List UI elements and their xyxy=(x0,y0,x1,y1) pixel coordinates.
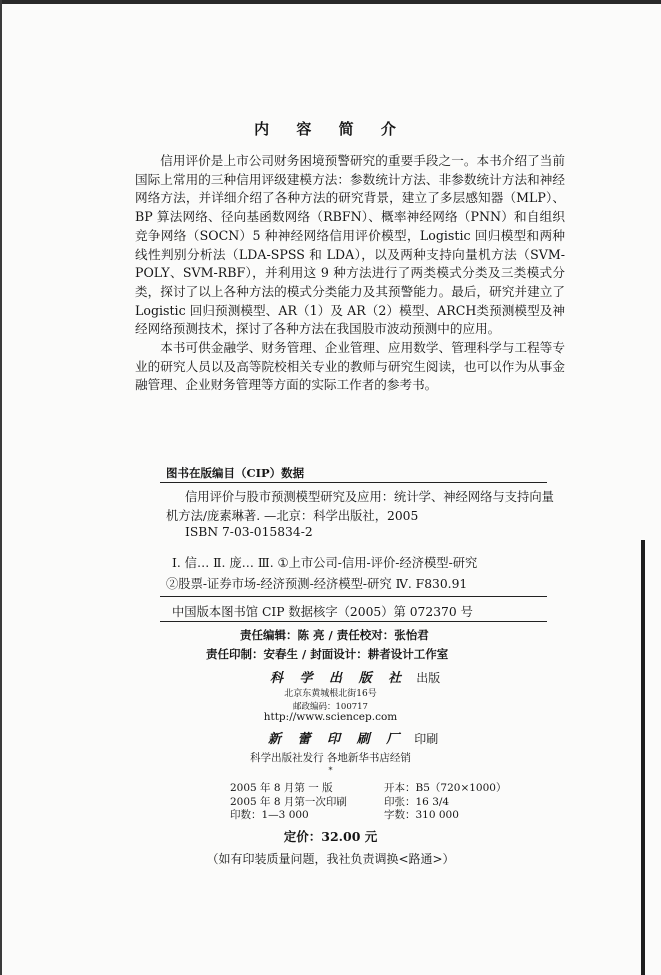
summary-paragraph xyxy=(135,152,565,339)
cip-number: 中国版本图书馆 CIP 数据核字（2005）第 072370 号 xyxy=(172,605,473,619)
scan-edge-top xyxy=(0,0,661,4)
publisher-line xyxy=(270,667,440,686)
audience-line: 等专业的研究人员以及高等院校相关专业的教师与研究生阅读，也可以作 xyxy=(135,340,566,374)
audience-line: 本书可供金融学、财务管理、企业管理、应用数学、管理科学与工程 xyxy=(160,340,540,356)
format-info xyxy=(384,782,506,823)
cip-isbn: ISBN 7-03-015834-2 xyxy=(185,525,313,539)
audience-line: 为从事金融管理、企业财务管理等方面的实际工作者的参考书。 xyxy=(135,358,566,393)
summary-line: 当前国际上常用的三种信用评级建模方法：参数统计方法、非参数统计方 xyxy=(135,153,566,187)
printer-name-logo: 新 蕾 印 刷 厂 xyxy=(268,732,406,747)
cip-classification-2: ②股票-证券市场-经济预测-经济模型-研究 Ⅳ. F830.91 xyxy=(166,577,468,591)
publisher-suffix: 出版 xyxy=(416,671,441,685)
edition-info xyxy=(230,782,347,823)
cip-book-line-2: 机方法/庞素琳著. —北京：科学出版社，2005 xyxy=(166,509,419,523)
publisher-postcode: 邮政编码：100717 xyxy=(293,702,368,712)
cip-book-line-1: 信用评价与股市预测模型研究及应用：统计学、神经网络与支持向量 xyxy=(185,490,554,504)
production-credits: 责任印制：安春生 / 封面设计：耕者设计工作室 xyxy=(206,647,449,661)
summary-line: 三类模式分类，探讨了以上各种方法的模式分类能力及其预警能力。最后， xyxy=(135,265,565,299)
summary-line: 型和两种线性判别分析法（LDA-SPSS 和 LDA），以及两种支持向量机方 xyxy=(135,227,565,262)
cip-heading: 图书在版编目（CIP）数据 xyxy=(166,466,305,480)
summary-line: 器（MLP）、BP 算法网络、径向基函数网络（RBFN）、概率神经网络（PNN） xyxy=(135,190,566,225)
printer-line xyxy=(268,728,438,747)
printer-suffix: 印刷 xyxy=(414,732,439,746)
publisher-name-logo: 科 学 出 版 社 xyxy=(270,671,408,686)
editor-credits: 责任编辑：陈 亮 / 责任校对：张怡君 xyxy=(240,628,429,642)
cip-bottom-rule xyxy=(160,621,547,622)
summary-line: 法和神经网络方法，并详细介绍了各种方法的研究背景，建立了多层感知 xyxy=(135,171,566,206)
format-line: 开本：B5（720×1000） xyxy=(384,782,507,794)
edition-line: 2005 年 8 月第 一 版 xyxy=(230,782,333,794)
cip-mid-rule xyxy=(160,596,547,597)
cip-top-rule xyxy=(160,482,547,483)
summary-line: 的应用。 xyxy=(449,321,501,337)
cip-classification-1: Ⅰ. 信… Ⅱ. 庞… Ⅲ. ①上市公司-信用-评价-经济模型-研究 xyxy=(172,556,478,570)
print-run-line: 印数：1—3 000 xyxy=(230,809,309,821)
quality-notice: （如有印装质量问题，我社负责调换<路通>） xyxy=(206,852,455,866)
publisher-url: http://www.sciencep.com xyxy=(263,711,398,723)
distribution-line: 科学出版社发行 各地新华书店经销 xyxy=(250,752,411,764)
publisher-address: 北京东黄城根北街16号 xyxy=(284,689,377,699)
star-separator: * xyxy=(328,766,333,775)
price: 定价：32.00 元 xyxy=(283,829,378,844)
summary-line: 法（SVM-POLY、SVM-RBF），并利用这 9 种方法进行了两类模式分类及 xyxy=(135,246,565,281)
summary-line: 信用评价是上市公司财务困境预警研究的重要手段之一。本书介绍了 xyxy=(160,153,540,168)
summary-line: 类预测模型及神经网络预测技术，探讨了各种方法在我国股市波动预测中 xyxy=(135,302,565,337)
summary-line: 和自组织竞争网络（SOCN）5 种神经网络信用评价模型，Logistic 回归模 xyxy=(135,209,565,243)
content-summary xyxy=(135,152,565,395)
sheets-line: 印张：16 3/4 xyxy=(384,795,450,808)
audience-paragraph xyxy=(135,339,565,395)
printing-line: 2005 年 8 月第一次印刷 xyxy=(230,795,347,808)
page-title: 内 容 简 介 xyxy=(254,120,407,138)
summary-line: 研究并建立了 Logistic 回归预测模型、AR（1）及 AR（2）模型、ARCH xyxy=(135,283,566,318)
word-count-line: 字数：310 000 xyxy=(384,809,459,821)
